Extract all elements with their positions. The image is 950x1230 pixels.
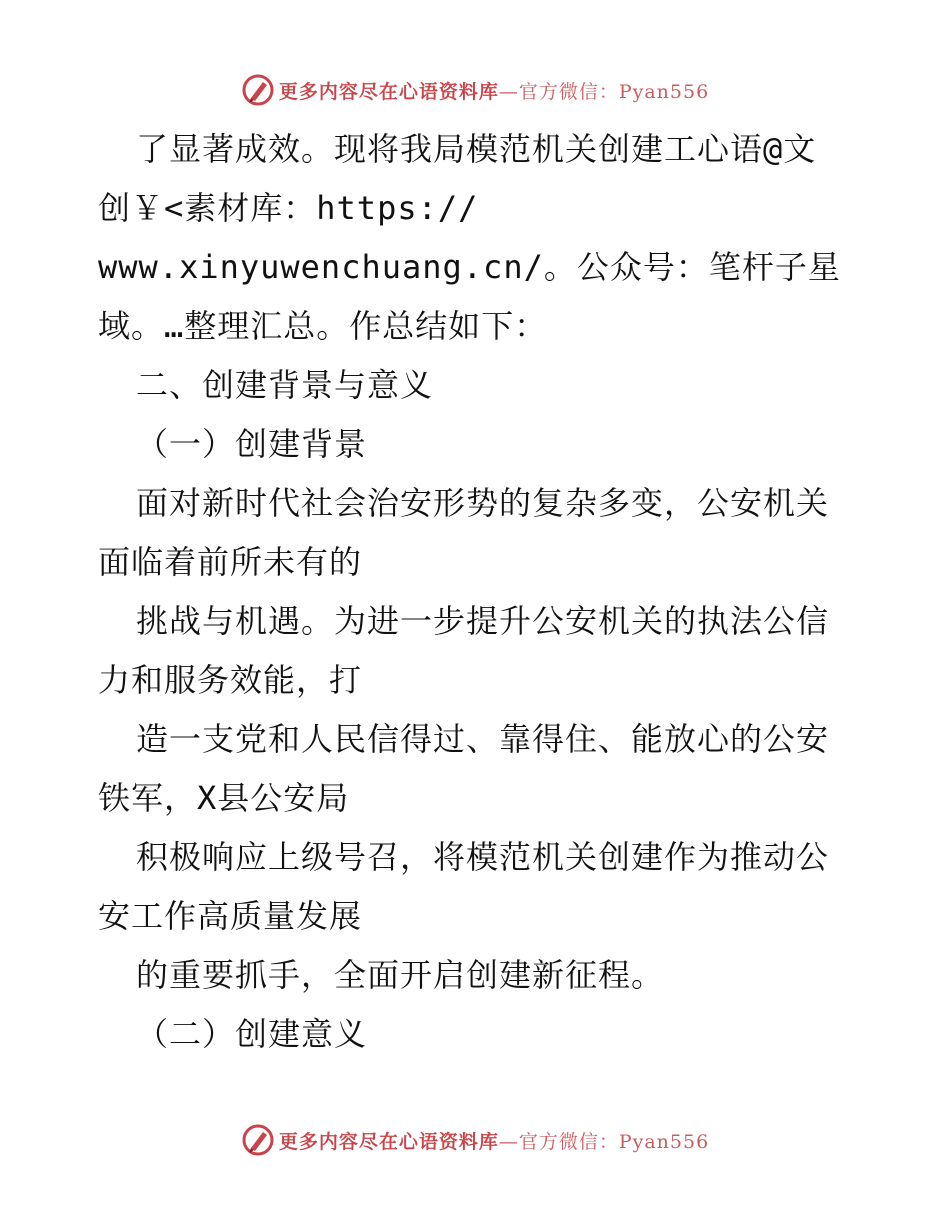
footer-watermark bbox=[0, 1120, 950, 1160]
text-line: （二）创建意义 bbox=[136, 1015, 368, 1053]
watermark-brand: 更多内容尽在心语资料库 bbox=[278, 80, 499, 103]
text-line: www.xinyuwenchuang.cn/。公众号：笔杆子星 bbox=[98, 248, 841, 286]
text-line: 挑战与机遇。为进一步提升公安机关的执法公信 bbox=[136, 602, 830, 640]
watermark-suffix: —官方微信：Pyan556 bbox=[498, 80, 710, 103]
text-line: 创￥<素材库：https:// bbox=[98, 189, 479, 227]
text-line: 域。…整理汇总。作总结如下： bbox=[98, 307, 548, 345]
text-line: 积极响应上级号召，将模范机关创建作为推动公 bbox=[136, 838, 830, 876]
watermark-brand: 更多内容尽在心语资料库 bbox=[278, 1130, 499, 1153]
text-line: 的重要抓手，全面开启创建新征程。 bbox=[136, 956, 665, 994]
text-line: 力和服务效能，打 bbox=[98, 661, 363, 699]
text-line: （一）创建背景 bbox=[136, 425, 368, 463]
text-line: 造一支党和人民信得过、靠得住、能放心的公安 bbox=[136, 720, 830, 758]
pen-logo-icon bbox=[241, 73, 275, 107]
text-line: 二、创建背景与意义 bbox=[136, 366, 434, 404]
text-line: 了显著成效。现将我局模范机关创建工心语@文 bbox=[136, 130, 817, 168]
document-body bbox=[98, 120, 858, 1064]
header-watermark bbox=[0, 70, 950, 110]
text-line: 铁军，X县公安局 bbox=[98, 779, 350, 817]
pen-logo-icon bbox=[241, 1123, 275, 1157]
text-line: 面临着前所未有的 bbox=[98, 543, 363, 581]
watermark-suffix: —官方微信：Pyan556 bbox=[498, 1130, 710, 1153]
text-line: 安工作高质量发展 bbox=[98, 897, 363, 935]
text-line: 面对新时代社会治安形势的复杂多变，公安机关 bbox=[136, 484, 830, 522]
